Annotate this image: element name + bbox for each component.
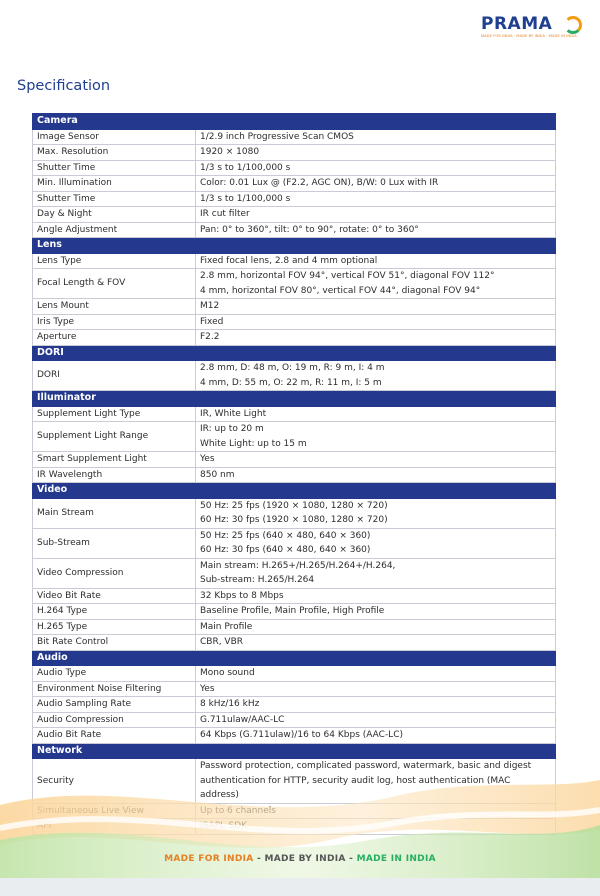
spec-key: Main Stream bbox=[33, 498, 196, 528]
spec-row bbox=[33, 406, 556, 422]
spec-row bbox=[33, 422, 556, 452]
spec-value bbox=[196, 314, 556, 330]
spec-value bbox=[196, 145, 556, 161]
spec-row bbox=[33, 191, 556, 207]
spec-row bbox=[33, 269, 556, 299]
spec-value bbox=[196, 558, 556, 588]
spec-value-line: 1/2.9 inch Progressive Scan CMOS bbox=[200, 131, 354, 142]
brand-logo bbox=[481, 14, 581, 40]
spec-value bbox=[196, 712, 556, 728]
spec-value-line: Color: 0.01 Lux @ (F2.2, AGC ON), B/W: 0 Lux with IR bbox=[200, 178, 439, 188]
spec-key: Sub-Stream bbox=[33, 528, 196, 558]
spec-row bbox=[33, 681, 556, 697]
spec-key: Audio Sampling Rate bbox=[33, 697, 196, 713]
spec-value-line: M12 bbox=[200, 301, 220, 311]
spec-value-line: 60 Hz: 30 fps (640 × 480, 640 × 360) bbox=[200, 545, 371, 555]
spec-value-line: 850 nm bbox=[200, 469, 235, 480]
spec-key: Focal Length & FOV bbox=[33, 269, 196, 299]
spec-key: Supplement Light Type bbox=[33, 406, 196, 422]
spec-key: Shutter Time bbox=[33, 160, 196, 176]
spec-value bbox=[196, 160, 556, 176]
footer-made-in-india: MADE IN INDIA bbox=[356, 854, 436, 864]
spec-row bbox=[33, 207, 556, 223]
spec-value bbox=[196, 697, 556, 713]
spec-value bbox=[196, 299, 556, 315]
spec-value-line: 50 Hz: 25 fps (1920 × 1080, 1280 × 720) bbox=[200, 500, 388, 511]
spec-value-line: authentication for HTTP, security audit log, host authentication (MAC address) bbox=[200, 775, 511, 800]
spec-value-line: G.711ulaw/AAC-LC bbox=[200, 714, 285, 725]
footer-separator: - bbox=[345, 854, 357, 864]
spec-value-line: Main stream: H.265+/H.265/H.264+/H.264, bbox=[200, 560, 396, 571]
spec-value bbox=[196, 619, 556, 635]
section-title: Illuminator bbox=[33, 391, 556, 407]
spec-row bbox=[33, 330, 556, 346]
spec-value bbox=[196, 406, 556, 422]
spec-key: Shutter Time bbox=[33, 191, 196, 207]
spec-value bbox=[196, 528, 556, 558]
spec-row bbox=[33, 145, 556, 161]
spec-key: Audio Bit Rate bbox=[33, 728, 196, 744]
spec-row bbox=[33, 498, 556, 528]
spec-key: H.265 Type bbox=[33, 619, 196, 635]
spec-value bbox=[196, 681, 556, 697]
brand-tagline: MADE FOR INDIA · MADE BY INDIA · MADE IN INDIA bbox=[481, 34, 577, 38]
footer-made-by-india: MADE BY INDIA bbox=[264, 854, 346, 864]
footer-slogan bbox=[0, 854, 600, 864]
spec-key: Max. Resolution bbox=[33, 145, 196, 161]
spec-value bbox=[196, 467, 556, 483]
spec-row bbox=[33, 160, 556, 176]
spec-key: Video Bit Rate bbox=[33, 588, 196, 604]
spec-value bbox=[196, 330, 556, 346]
spec-value-line: 2.8 mm, D: 48 m, O: 19 m, R: 9 m, I: 4 m bbox=[200, 363, 385, 373]
spec-value bbox=[196, 588, 556, 604]
spec-value bbox=[196, 222, 556, 238]
spec-key: Lens Type bbox=[33, 253, 196, 269]
spec-value-line: 1/3 s to 1/100,000 s bbox=[200, 162, 291, 173]
spec-key: Day & Night bbox=[33, 207, 196, 223]
spec-row bbox=[33, 635, 556, 651]
spec-row bbox=[33, 361, 556, 391]
spec-row bbox=[33, 129, 556, 145]
section-header bbox=[33, 114, 556, 130]
spec-value bbox=[196, 635, 556, 651]
spec-value-line: 60 Hz: 30 fps (1920 × 1080, 1280 × 720) bbox=[200, 515, 388, 525]
spec-value-line: Password protection, complicated password, watermark, basic and digest bbox=[200, 761, 532, 771]
spec-value bbox=[196, 191, 556, 207]
spec-key: Bit Rate Control bbox=[33, 635, 196, 651]
spec-value-line: Pan: 0° to 360°, tilt: 0° to 90°, rotate: 0° to 360° bbox=[200, 224, 419, 235]
spec-key: Audio Type bbox=[33, 666, 196, 682]
section-header bbox=[33, 743, 556, 759]
spec-key: Aperture bbox=[33, 330, 196, 346]
spec-value bbox=[196, 604, 556, 620]
footer-made-for-india: MADE FOR INDIA bbox=[164, 854, 254, 864]
spec-table bbox=[32, 113, 556, 835]
spec-value-line: 1/3 s to 1/100,000 s bbox=[200, 193, 291, 204]
spec-key: Audio Compression bbox=[33, 712, 196, 728]
section-header bbox=[33, 238, 556, 254]
spec-value-line: Sub-stream: H.265/H.264 bbox=[200, 575, 315, 585]
spec-key: Environment Noise Filtering bbox=[33, 681, 196, 697]
spec-value-line: Mono sound bbox=[200, 668, 255, 678]
spec-key: IR Wavelength bbox=[33, 467, 196, 483]
spec-key: Iris Type bbox=[33, 314, 196, 330]
spec-value-line: 32 Kbps to 8 Mbps bbox=[200, 590, 284, 601]
spec-value-line: Yes bbox=[200, 683, 215, 694]
spec-row bbox=[33, 528, 556, 558]
spec-value bbox=[196, 176, 556, 192]
brand-name: PRAMA bbox=[481, 14, 553, 34]
spec-value-line: Fixed bbox=[200, 316, 224, 327]
spec-key: Security bbox=[33, 759, 196, 804]
spec-value bbox=[196, 129, 556, 145]
spec-value bbox=[196, 728, 556, 744]
spec-row bbox=[33, 697, 556, 713]
spec-value-line: 1920 × 1080 bbox=[200, 147, 260, 157]
spec-key: Angle Adjustment bbox=[33, 222, 196, 238]
spec-row bbox=[33, 314, 556, 330]
spec-value-line: 8 kHz/16 kHz bbox=[200, 699, 260, 709]
spec-row bbox=[33, 604, 556, 620]
section-header bbox=[33, 345, 556, 361]
spec-key: Supplement Light Range bbox=[33, 422, 196, 452]
section-title: Lens bbox=[33, 238, 556, 254]
spec-value-line: 2.8 mm, horizontal FOV 94°, vertical FOV 51°, diagonal FOV 112° bbox=[200, 271, 495, 281]
section-header bbox=[33, 391, 556, 407]
spec-row bbox=[33, 253, 556, 269]
spec-value bbox=[196, 269, 556, 299]
section-title: Network bbox=[33, 743, 556, 759]
spec-row bbox=[33, 222, 556, 238]
footer-separator: - bbox=[253, 854, 265, 864]
spec-value bbox=[196, 666, 556, 682]
spec-value bbox=[196, 422, 556, 452]
spec-key: Min. Illumination bbox=[33, 176, 196, 192]
spec-value-line: 4 mm, horizontal FOV 80°, vertical FOV 44°, diagonal FOV 94° bbox=[200, 285, 481, 296]
spec-value-line: Main Profile bbox=[200, 621, 253, 632]
spec-key: Image Sensor bbox=[33, 129, 196, 145]
spec-key: Lens Mount bbox=[33, 299, 196, 315]
spec-value bbox=[196, 253, 556, 269]
section-title: Audio bbox=[33, 650, 556, 666]
section-header bbox=[33, 483, 556, 499]
spec-row bbox=[33, 176, 556, 192]
spec-row bbox=[33, 452, 556, 468]
spec-value bbox=[196, 361, 556, 391]
spec-value-line: White Light: up to 15 m bbox=[200, 438, 307, 449]
spec-value-line: 50 Hz: 25 fps (640 × 480, 640 × 360) bbox=[200, 530, 371, 541]
spec-key: Smart Supplement Light bbox=[33, 452, 196, 468]
section-title: Camera bbox=[33, 114, 556, 130]
spec-row bbox=[33, 558, 556, 588]
spec-key: H.264 Type bbox=[33, 604, 196, 620]
spec-row bbox=[33, 588, 556, 604]
spec-value-line: IR cut filter bbox=[200, 209, 250, 219]
section-header bbox=[33, 650, 556, 666]
spec-key: Video Compression bbox=[33, 558, 196, 588]
spec-value-line: Fixed focal lens, 2.8 and 4 mm optional bbox=[200, 255, 378, 266]
section-title: DORI bbox=[33, 345, 556, 361]
spec-value-line: CBR, VBR bbox=[200, 637, 244, 647]
spec-value-line: 64 Kbps (G.711ulaw)/16 to 64 Kbps (AAC-LC) bbox=[200, 730, 403, 740]
spec-value bbox=[196, 498, 556, 528]
spec-row bbox=[33, 712, 556, 728]
spec-row bbox=[33, 619, 556, 635]
spec-row bbox=[33, 728, 556, 744]
spec-value-line: Yes bbox=[200, 454, 215, 464]
spec-value-line: F2.2 bbox=[200, 332, 220, 342]
spec-row bbox=[33, 299, 556, 315]
spec-key: DORI bbox=[33, 361, 196, 391]
section-title: Video bbox=[33, 483, 556, 499]
spec-value-line: IR: up to 20 m bbox=[200, 424, 264, 434]
bottom-strip bbox=[0, 878, 600, 896]
brand-swoosh-icon bbox=[564, 16, 582, 34]
spec-value bbox=[196, 452, 556, 468]
spec-value bbox=[196, 207, 556, 223]
spec-value-line: Baseline Profile, Main Profile, High Profile bbox=[200, 606, 385, 616]
spec-value-line: IR, White Light bbox=[200, 408, 267, 419]
spec-row bbox=[33, 666, 556, 682]
spec-value-line: 4 mm, D: 55 m, O: 22 m, R: 11 m, I: 5 m bbox=[200, 377, 382, 388]
page-title: Specification bbox=[17, 78, 111, 94]
spec-row bbox=[33, 467, 556, 483]
